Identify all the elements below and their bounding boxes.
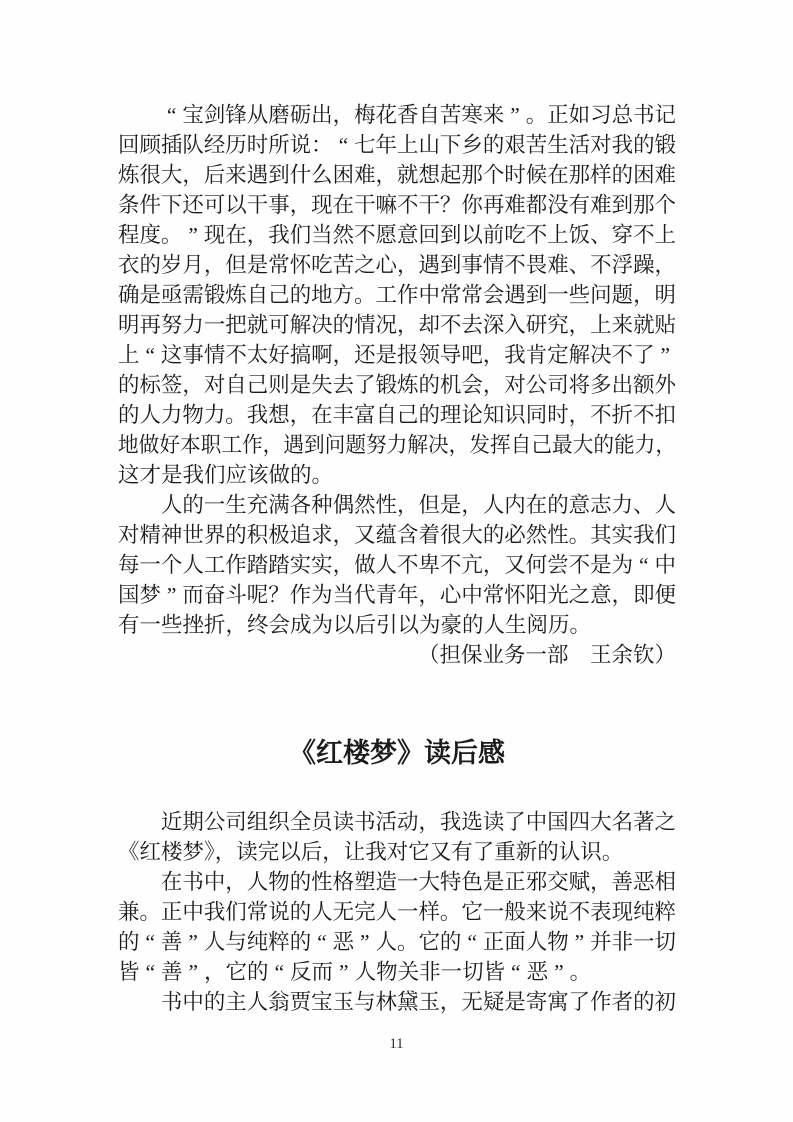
section-title xyxy=(118,735,676,771)
text-line: 有一些挫折，终会成为以后引以为豪的人生阅历。 xyxy=(118,613,592,637)
text-line: 这才是我们应该做的。 xyxy=(118,463,334,487)
text-line: （担保业务一部 王余钦） xyxy=(417,643,676,667)
text-line: 近期公司组织全员读书活动，我选读了中国四大名著之 xyxy=(118,810,676,834)
paragraph xyxy=(118,867,676,987)
paragraph xyxy=(118,987,676,1017)
text-line: 明再努力一把就可解决的情况，却不去深入研究，上来就贴 xyxy=(118,313,676,337)
text-line: 《红楼梦》读后感 xyxy=(289,738,505,768)
text-line: 《红楼梦》，读完以后，让我对它又有了重新的认识。 xyxy=(118,840,624,864)
text-line: 在书中，人物的性格塑造一大特色是正邪交赋，善恶相 xyxy=(118,870,676,894)
text-line: 上 “ 这事情不太好搞啊，还是报领导吧，我肯定解决不了 ” xyxy=(118,343,671,367)
text-line: 条件下还可以干事，现在干嘛不干？你再难都没有难到那个 xyxy=(118,193,676,217)
text-line: 炼很大，后来遇到什么困难，就想起那个时候在那样的困难 xyxy=(118,163,676,187)
text-line: 对精神世界的积极追求，又蕴含着很大的必然性。其实我们 xyxy=(118,523,676,547)
text-line: 地做好本职工作，遇到问题努力解决，发挥自己最大的能力， xyxy=(118,433,676,457)
text-line: 每一个人工作踏踏实实，做人不卑不亢，又何尝不是为 “ 中 xyxy=(118,553,676,577)
paragraph xyxy=(118,807,676,867)
text-line: 的人力物力。我想，在丰富自己的理论知识同时，不折不扣 xyxy=(118,403,676,427)
text-line: 人的一生充满各种偶然性，但是，人内在的意志力、人 xyxy=(118,493,676,517)
paragraph xyxy=(118,490,676,640)
text-line: “ 宝剑锋从磨砺出，梅花香自苦寒来 ” 。正如习总书记 xyxy=(166,103,676,127)
document-body xyxy=(118,100,676,1017)
text-line: 兼。正中我们常说的人无完人一样。它一般来说不表现纯粹 xyxy=(118,900,676,924)
text-line: 回顾插队经历时所说： “ 七年上山下乡的艰苦生活对我的锻 xyxy=(118,133,676,157)
text-line: 皆 “ 善 ” ，它的 “ 反而 ” 人物关非一切皆 “ 恶 ” 。 xyxy=(118,960,592,984)
text-line: 国梦 ” 而奋斗呢？作为当代青年，心中常怀阳光之意，即便 xyxy=(118,583,676,607)
text-line: 的标签，对自己则是失去了锻炼的机会，对公司将多出额外 xyxy=(118,373,676,397)
text-line: 确是亟需锻炼自己的地方。工作中常常会遇到一些问题，明 xyxy=(118,283,676,307)
signature-line xyxy=(118,640,676,670)
paragraph xyxy=(118,100,676,490)
text-line: 衣的岁月，但是常怀吃苦之心，遇到事情不畏难、不浮躁， xyxy=(118,253,676,277)
page-number: 11 xyxy=(389,1036,404,1052)
text-line: 的 “ 善 ” 人与纯粹的 “ 恶 ” 人。它的 “ 正面人物 ” 并非一切 xyxy=(118,930,676,954)
text-line: 书中的主人翁贾宝玉与林黛玉，无疑是寄寓了作者的初 xyxy=(118,990,676,1014)
text-line: 程度。 ” 现在，我们当然不愿意回到以前吃不上饭、穿不上 xyxy=(118,223,677,247)
